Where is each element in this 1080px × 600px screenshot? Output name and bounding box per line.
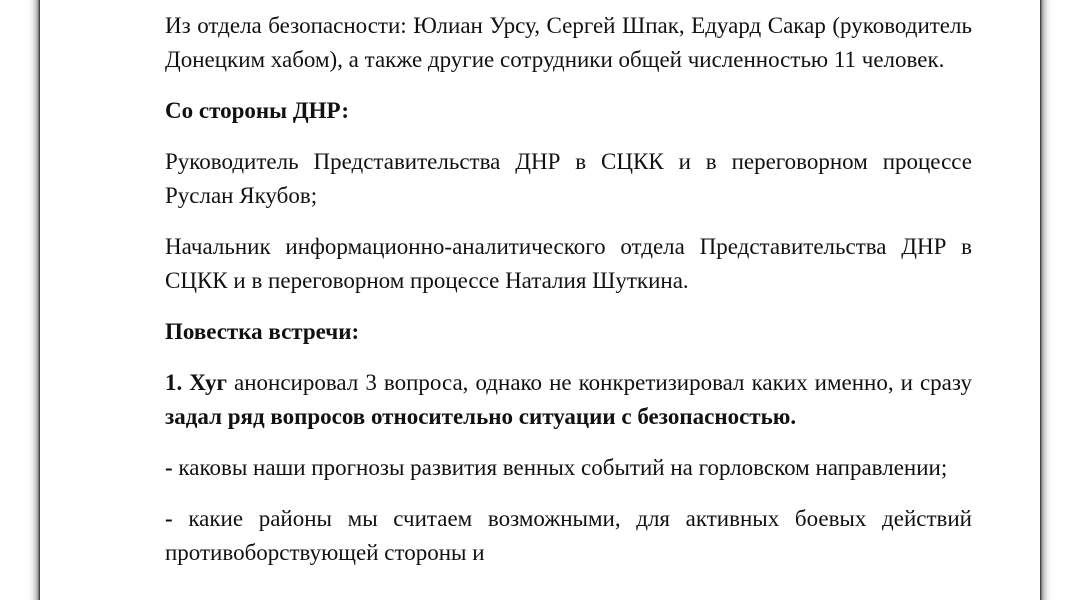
- document-page: [40, 0, 1040, 600]
- question-districts: [165, 502, 972, 570]
- question-forecast: [165, 451, 972, 485]
- question-text: какие районы мы считаем возможными, для активных боевых действий противоборствующей стороны и: [165, 506, 972, 565]
- paragraph-security-department: Из отдела безопасности: Юлиан Урсу, Сергей Шпак, Едуард Сакар (руководитель Донецким хабом), а также другие сотрудники общей численностью 11 человек.: [165, 13, 972, 72]
- heading-meeting-agenda: Повестка встречи:: [165, 319, 360, 344]
- agenda-item-number: 1.: [165, 370, 183, 395]
- agenda-item-text: анонсировал 3 вопроса, однако не конкретизировал каких именно, и сразу: [226, 370, 972, 395]
- agenda-item-bold-text: задал ряд вопросов относительно ситуации с безопасностью.: [165, 404, 797, 429]
- document-body: [165, 9, 972, 587]
- agenda-item-1: [165, 366, 972, 434]
- list-dash: -: [165, 455, 173, 480]
- paragraph-dnr-representative-head: Руководитель Представительства ДНР в СЦКК и в переговорном процессе Руслан Якубов;: [165, 149, 972, 208]
- paragraph-dnr-analytics-head: Начальник информационно-аналитического отдела Представительства ДНР в СЦКК и в переговорном процессе Наталия Шуткина.: [165, 234, 972, 293]
- list-dash: -: [165, 506, 173, 531]
- question-text: каковы наши прогнозы развития венных событий на горловском направлении;: [172, 455, 948, 480]
- agenda-item-speaker: Хуг: [189, 370, 227, 395]
- heading-dnr-side: Со стороны ДНР:: [165, 98, 350, 123]
